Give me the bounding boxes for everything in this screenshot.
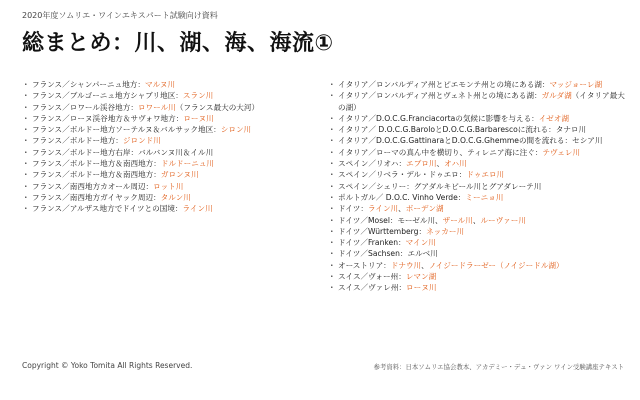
item-text: スイス／ヴォー州： bbox=[338, 272, 406, 282]
highlight-term: ミーニョ川 bbox=[465, 192, 504, 202]
reference-text: 参考資料：日本ソムリエ協会教本、アカデミー・デュ・ヴァン ワイン受験講座テキスト bbox=[373, 363, 624, 371]
list-item bbox=[330, 135, 630, 146]
highlight-term: ドルドーニュ川 bbox=[160, 159, 215, 169]
highlight-term: ネッカー川 bbox=[426, 226, 465, 236]
list-item bbox=[24, 169, 319, 180]
highlight-term: シロン川 bbox=[220, 125, 252, 135]
item-text: フランス／ローヌ渓谷地方＆サヴォワ地方： bbox=[32, 113, 184, 123]
item-text: イタリア／ロンバルディア州とヴェネト州との境にある湖： bbox=[338, 91, 542, 101]
item-text: スペイン／リオハ： bbox=[338, 159, 407, 169]
right-list bbox=[330, 79, 630, 294]
item-text: フランス／ボルドー地方＆南西地方： bbox=[32, 170, 161, 180]
highlight-term: マイン川 bbox=[405, 238, 436, 248]
item-text: フランス／ボルドー地方右岸：バルバンヌ川＆イル川 bbox=[32, 147, 214, 157]
highlight-term: レマン湖 bbox=[405, 272, 437, 282]
item-text: イタリア／ロンバルディア州とピエモンテ州との境にある湖： bbox=[338, 80, 550, 89]
list-item bbox=[330, 215, 630, 226]
item-text: フランス／シャンパーニュ地方： bbox=[32, 80, 145, 89]
item-text: イタリア／ローマの真ん中を横切り、ティレニア海に注ぐ： bbox=[338, 147, 543, 157]
list-item bbox=[330, 203, 630, 214]
list-item bbox=[330, 90, 630, 113]
list-item bbox=[330, 124, 630, 135]
item-text: フランス／ボルドー地方ソーテルヌ＆バルサック地区： bbox=[32, 125, 221, 135]
highlight-term: ドゥエロ川 bbox=[466, 170, 505, 180]
highlight-term: ロワール川 bbox=[137, 102, 176, 112]
item-text: フランス／南西地方ガイヤック周辺： bbox=[32, 192, 161, 202]
item-text: ドイツ／Franken： bbox=[338, 238, 406, 248]
highlight-term: ドナウ川 bbox=[390, 260, 422, 270]
list-item bbox=[24, 79, 319, 90]
list-item bbox=[330, 282, 630, 293]
highlight-term: マッジョーレ湖 bbox=[549, 80, 603, 89]
list-item bbox=[24, 135, 319, 146]
list-item bbox=[330, 248, 630, 259]
highlight-term: ジロンド川 bbox=[122, 136, 161, 146]
item-text: フランス／ボルドー地方： bbox=[32, 136, 123, 146]
item-text: スペイン／シェリー：グアダルキビール川とグアダレーテ川 bbox=[338, 181, 542, 191]
copyright-text: Copyright © Yoko Tomita All Rights Reserved. bbox=[22, 361, 193, 370]
list-item bbox=[330, 169, 630, 180]
item-text: ポルトガル／ D.O.C. Vinho Verde： bbox=[338, 192, 466, 202]
item-text: ドイツ： bbox=[338, 204, 368, 214]
item-text: ドイツ／Württemberg： bbox=[338, 226, 427, 236]
list-item bbox=[24, 90, 319, 101]
highlight-term: ライン川 bbox=[368, 204, 399, 214]
highlight-term: タルン川 bbox=[160, 192, 191, 202]
highlight-term: ガロンヌ川 bbox=[160, 170, 199, 180]
highlight-term: オハ川 bbox=[444, 159, 467, 169]
item-text: イタリア／ D.O.C.G.BaroloとD.O.C.G.Barbarescoに流れる：タナロ川 bbox=[338, 125, 587, 135]
item-text: 、 bbox=[436, 159, 445, 169]
item-text: フランス／アルザス地方でドイツとの国境： bbox=[32, 204, 183, 214]
list-item bbox=[24, 124, 319, 135]
item-text: 、 bbox=[421, 260, 429, 270]
item-text: フランス／ロワール渓谷地方： bbox=[32, 102, 138, 112]
highlight-term: エブロ川 bbox=[406, 159, 437, 169]
item-text: フランス／ブルゴーニュ地方シャブリ地区： bbox=[32, 91, 183, 101]
list-item bbox=[330, 181, 630, 192]
item-text: スペイン／リベラ・デル・ドゥエロ： bbox=[338, 170, 467, 180]
list-item bbox=[24, 158, 319, 169]
highlight-term: マルヌ川 bbox=[145, 80, 176, 89]
highlight-term: ローヌ川 bbox=[406, 283, 437, 293]
item-text: 、 bbox=[398, 204, 406, 214]
item-text: ドイツ／Sachsen：エルベ川 bbox=[338, 249, 438, 259]
item-text: イタリア／D.O.C.G.GattinaraとD.O.C.G.Ghemmeの間を流れる：セシア川 bbox=[338, 136, 603, 146]
highlight-term: イゼオ湖 bbox=[538, 113, 569, 123]
list-item bbox=[330, 271, 630, 282]
header-caption: 2020年度ソムリエ・ワインエキスパート試験向け資料 bbox=[22, 11, 218, 20]
list-item bbox=[24, 147, 319, 158]
highlight-term: ザール川 bbox=[442, 215, 473, 225]
item-text: オーストリア： bbox=[338, 260, 391, 270]
list-item bbox=[330, 113, 630, 124]
list-item bbox=[330, 158, 630, 169]
highlight-term: ロット川 bbox=[153, 181, 184, 191]
list-item bbox=[24, 102, 319, 113]
item-text: スイス／ヴァレ州： bbox=[338, 283, 407, 293]
item-text: フランス／南西地方カオール周辺： bbox=[32, 181, 154, 191]
item-text: イタリア／D.O.C.G.Franciacortaの気候に影響を与える： bbox=[338, 113, 539, 123]
list-item bbox=[330, 192, 630, 203]
item-text: （フランス最大の大河） bbox=[175, 102, 260, 112]
highlight-term: ローヌ川 bbox=[183, 113, 214, 123]
item-text: フランス／ボルドー地方＆南西地方： bbox=[32, 159, 161, 169]
highlight-term: ノイジードラーゼー（ノイジードル湖） bbox=[428, 260, 564, 270]
left-list bbox=[24, 79, 319, 215]
item-text: ドイツ／Mosel：モーゼル川、 bbox=[338, 215, 443, 225]
list-item bbox=[330, 226, 630, 237]
list-item bbox=[24, 181, 319, 192]
list-item bbox=[24, 113, 319, 124]
item-text: （イタリア最大の湖） bbox=[338, 91, 625, 112]
page-title: 総まとめ：川、湖、海、海流① bbox=[22, 31, 334, 56]
highlight-term: ライン川 bbox=[182, 204, 213, 214]
list-item bbox=[330, 260, 630, 271]
list-item bbox=[24, 203, 319, 214]
item-text: 、 bbox=[472, 215, 481, 225]
highlight-term: テヴェレ川 bbox=[542, 147, 581, 157]
highlight-term: ルーヴァー川 bbox=[480, 215, 526, 225]
highlight-term: ガルダ湖 bbox=[541, 91, 572, 101]
highlight-term: ボーデン湖 bbox=[405, 204, 444, 214]
highlight-term: スラン川 bbox=[182, 91, 214, 101]
list-item bbox=[330, 237, 630, 248]
list-item bbox=[330, 147, 630, 158]
list-item bbox=[330, 79, 630, 90]
list-item bbox=[24, 192, 319, 203]
